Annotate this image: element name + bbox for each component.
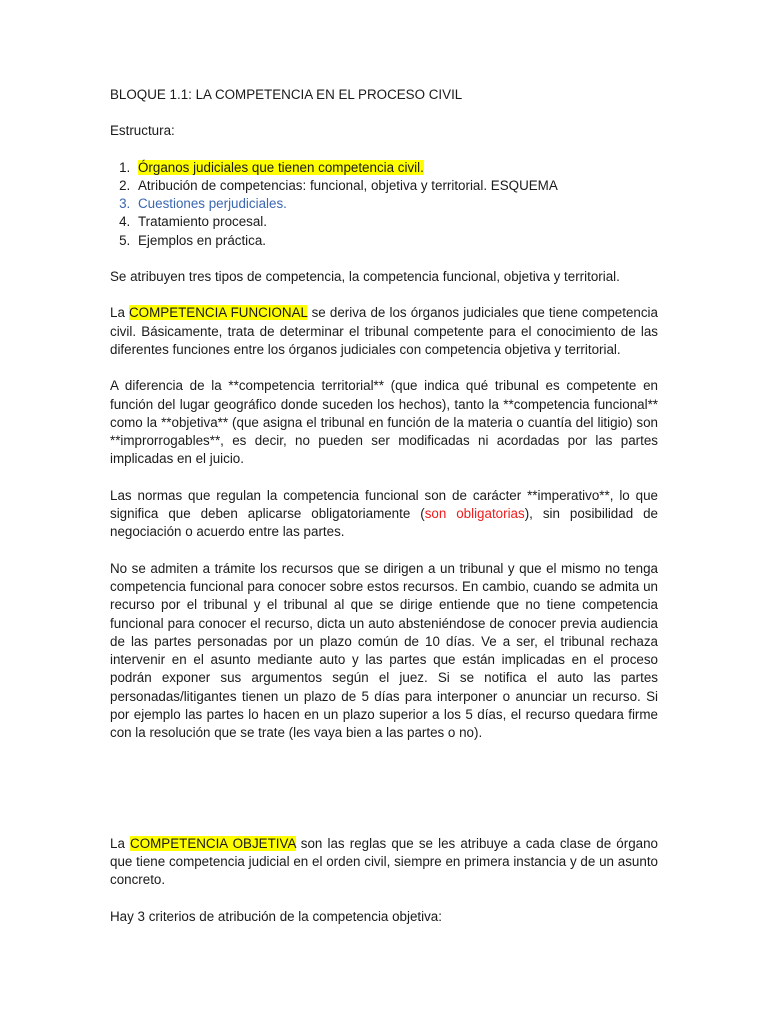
- objetiva-highlight: COMPETENCIA OBJETIVA: [130, 835, 296, 851]
- normas-paragraph: Las normas que regulan la competencia funcional son de carácter **imperativo**, lo que significa que deben aplicarse obligatoriamente (son obligatorias), sin posibilidad de negociación o acuerdo entre las partes.: [110, 487, 658, 540]
- objetiva-paragraph: La COMPETENCIA OBJETIVA son las reglas que se les atribuye a cada clase de órgano que tiene competencia judicial en el orden civil, siempre en primera instancia y de un asunto concreto.: [110, 835, 658, 888]
- list-item: 1. Órganos judiciales que tienen competencia civil.: [134, 159, 658, 177]
- document-title: BLOQUE 1.1: LA COMPETENCIA EN EL PROCESO CIVIL: [110, 87, 463, 102]
- list-item: 5. Ejemplos en práctica.: [134, 232, 658, 250]
- structure-list: [110, 159, 658, 250]
- recursos-paragraph: No se admiten a trámite los recursos que se dirigen a un tribunal y que el mismo no tenga competencia funcional para conocer sobre estos recursos. En cambio, cuando se admita un recurso por el tribunal y el tribunal al que se dirige entiende que no tiene competencia funcional para conocer el recurso, dicta un auto absteniéndose de conocer previa audiencia de las partes personadas por un plazo común de 10 días. Ve a ser, el tribunal rechaza intervenir en el asunto mediante auto y las partes que están implicadas en el proceso podrán exponer sus argumentos según el juez. Si se notifica el auto las partes personadas/litigantes tienen un plazo de 5 días para interponer o anunciar un recurso. Si por ejemplo las partes lo hacen en un plazo superior a los 5 días, el recurso quedara firme con la resolución que se trate (les vaya bien a las partes o no).: [110, 560, 658, 741]
- funcional-highlight: COMPETENCIA FUNCIONAL: [129, 305, 308, 321]
- funcional-paragraph: La COMPETENCIA FUNCIONAL se deriva de los órganos judiciales que tiene competencia civil. Básicamente, trata de determinar el tribunal competente para el conocimiento de las diferentes funciones entre los órganos judiciales con competencia objetiva y territorial.: [110, 305, 658, 357]
- list-item: 3. Cuestiones perjudiciales.: [134, 195, 658, 213]
- list-item: 2. Atribución de competencias: funcional, objetiva y territorial. ESQUEMA: [134, 177, 658, 195]
- document-body: [110, 86, 658, 926]
- criterios-paragraph: Hay 3 criterios de atribución de la competencia objetiva:: [110, 908, 442, 924]
- list-item: 4. Tratamiento procesal.: [134, 213, 658, 231]
- obligatorias-text: son obligatorias: [424, 506, 525, 522]
- diferencia-paragraph: A diferencia de la **competencia territorial** (que indica qué tribunal es competente en función del lugar geográfico donde suceden los hechos), tanto la **competencia funcional** como la **objetiva** (que asigna el tribunal en función de la materia o cuantía del litigio) son **improrrogables**, es decir, no pueden ser modificadas ni acordadas por las partes implicadas en el juicio.: [110, 378, 658, 467]
- intro-paragraph: Se atribuyen tres tipos de competencia, la competencia funcional, objetiva y territorial.: [110, 269, 620, 285]
- structure-label: Estructura:: [110, 123, 175, 139]
